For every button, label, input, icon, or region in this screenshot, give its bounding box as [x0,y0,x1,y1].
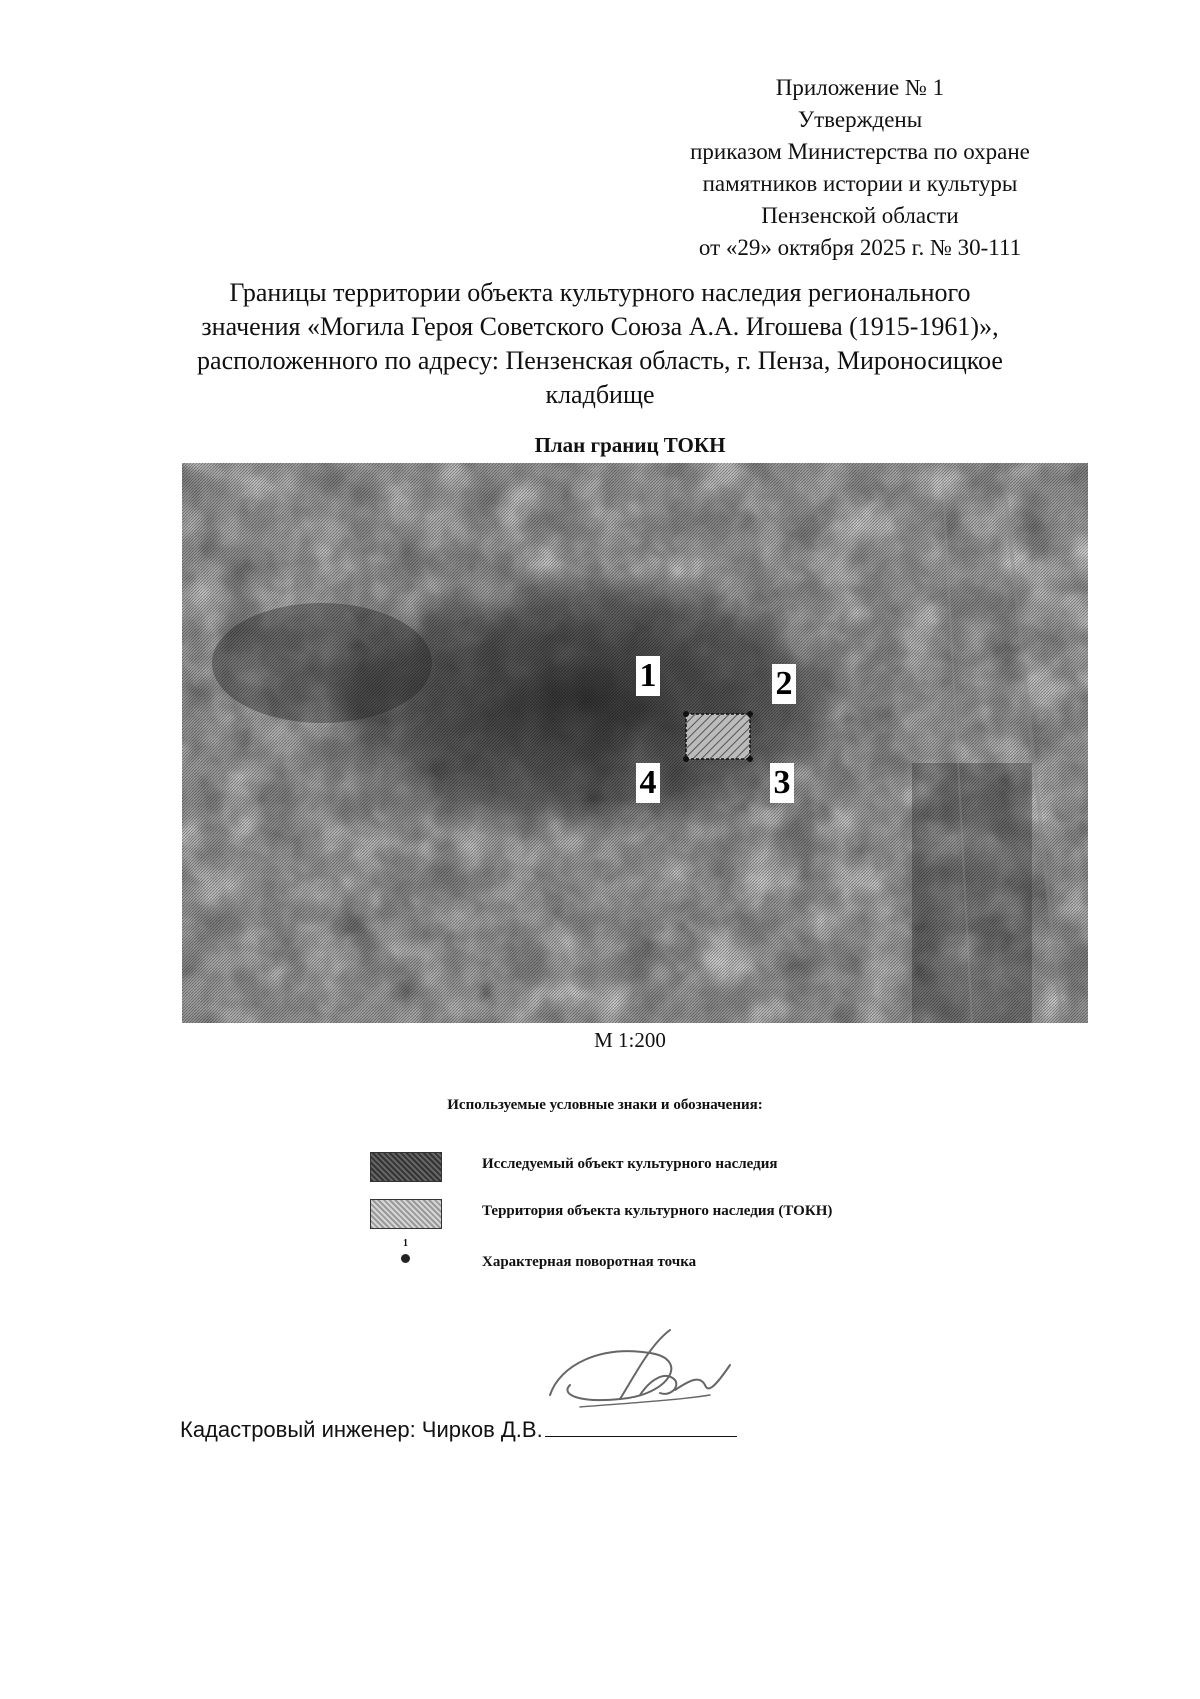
order-line-1: приказом Министерства по охране [690,139,1030,164]
turning-point-3 [747,756,753,762]
legend-item-tokn [370,1199,970,1229]
signer-line [180,1414,737,1443]
legend-label-tokn: Территория объекта культурного наследия (ТОКН) [482,1203,833,1219]
title-line-1: Границы территории объекта культурного наследия регионального [229,278,971,307]
legend-item-object [370,1152,970,1182]
light-hatch-swatch [370,1199,442,1229]
order-line-2: памятников истории и культуры [702,171,1018,196]
appendix-number: Приложение № 1 [775,75,945,100]
dark-hatch-swatch [370,1152,442,1182]
title-line-2: значения «Могила Героя Советского Союза А.А. Игошева (1915-1961)», [201,312,999,341]
signature-blank [545,1414,737,1437]
approval-header [640,72,1080,264]
legend-dot-number: 1 [403,1238,408,1249]
dot-icon [401,1254,410,1263]
title-line-4: кладбище [545,380,655,409]
legend-label-object: Исследуемый объект культурного наследия [482,1156,778,1172]
document-title [150,276,1050,412]
legend-label-point: Характерная поворотная точка [482,1254,697,1270]
point-label-3: 3 [770,763,794,803]
aerial-map-image [182,463,1088,1023]
point-label-4: 4 [636,763,660,803]
aerial-map [182,463,1088,1023]
point-label-2: 2 [772,664,796,704]
title-line-3: расположенного по адресу: Пензенская область, г. Пенза, Мироносицкое [197,346,1003,375]
turning-point-1 [683,711,689,717]
plan-title: План границ ТОКН [534,433,726,457]
order-line-3: Пензенской области [761,203,959,228]
turning-point-4 [683,756,689,762]
map-scale: М 1:200 [594,1028,666,1052]
legend-title: Используемые условные знаки и обозначения: [447,1097,763,1113]
handwritten-signature [540,1325,740,1425]
tokn-boundary [686,714,750,759]
turning-point-icon [398,1238,414,1278]
approved-label: Утверждены [797,107,923,132]
signer-name: Кадастровый инженер: Чирков Д.В. [180,1417,543,1442]
turning-point-2 [747,711,753,717]
legend-item-point [370,1238,970,1280]
point-label-1: 1 [636,656,660,696]
order-date: от «29» октября 2025 г. № 30-111 [698,235,1022,260]
